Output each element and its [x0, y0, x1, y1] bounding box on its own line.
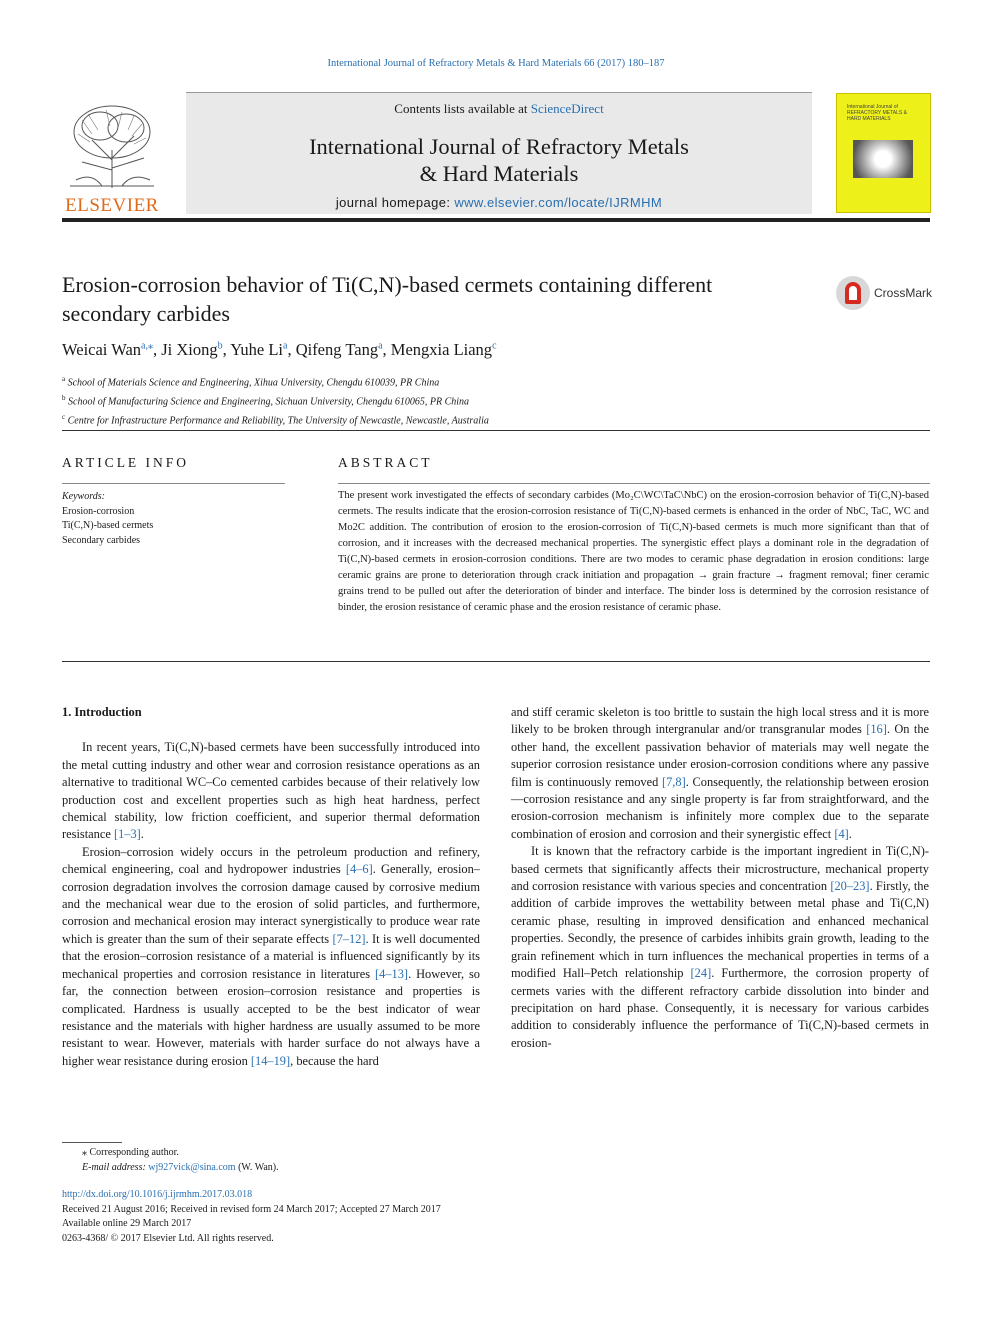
publication-info: [62, 1188, 441, 1246]
author[interactable]: Yuhe Li$^a$: [230, 340, 288, 359]
corresponding-author-note: ⁎ Corresponding author.: [82, 1147, 179, 1158]
keyword: Ti(C,N)-based cermets: [62, 520, 154, 531]
citation-link[interactable]: [14–19]: [250, 1053, 291, 1068]
abstract-heading: ABSTRACT: [338, 455, 433, 470]
elsevier-tree-icon: [62, 100, 162, 192]
elsevier-wordmark: ELSEVIER: [65, 195, 159, 216]
keywords-label: Keywords:: [62, 491, 105, 502]
paragraph: It is known that the refractory carbide is the important ingredient in Ti(C,N)-based cermets that significantly affects their microstructure, mechanical property and corrosion resistance with various species and concentration [20–23]. Firstly, the addition of carbide improves the wettability between metal phase and Ti(C,N) ceramic phase, resulting in improved densification and enhanced mechanical properties. Secondly, the presence of carbides inhibits grain growth, leading to the grain refinement which in turn influences the mechanical properties in terms of a modified Hall–Petch relationship [24]. Furthermore, the corrosion property of cermets varies with the different refractory carbide dissolution into binder and precipitation on hard phase. Consequently, it is necessary for various carbides addition to considerably influence the performance of Ti(C,N)-based cermets in erosion-: [511, 844, 929, 1050]
author[interactable]: Weicai Wan$^{a,⁎}$: [62, 340, 153, 359]
affiliation: $^a$ School of Materials Science and Engineering, Xihua University, Chengdu 610039, PR China: [62, 375, 440, 389]
cover-title: International Journal of REFRACTORY METALS & HARD MATERIALS: [847, 104, 907, 122]
citation-link[interactable]: [16]: [866, 722, 887, 737]
elsevier-logo[interactable]: [62, 100, 162, 216]
homepage-link[interactable]: www.elsevier.com/locate/IJRMHM: [454, 195, 663, 210]
sciencedirect-link[interactable]: ScienceDirect: [530, 101, 604, 116]
keywords: [62, 490, 153, 548]
article-title-line2: secondary carbides: [62, 301, 230, 326]
journal-homepage: [186, 195, 812, 210]
journal-title-line2: & Hard Materials: [419, 161, 579, 186]
article-info-rule: [62, 483, 285, 484]
paragraph: Erosion–corrosion widely occurs in the petroleum production and refinery, chemical engineering, coal and hydropower industries [4–6]. Generally, erosion–corrosion degradation involves the corrosion damage caused by corrosive medium and the mechanical wear due to the erosion of solid particles, and furthermore, corrosion and mechanical erosion may interact synergistically to produce wear rate which is greater than the sum of their separate effects [7–12]. It is well documented that the erosion–corrosion resistance of a material is influenced significantly by its mechanical properties and corrosion resistance in literatures [4–13]. However, so far, the connection between erosion–corrosion resistance and properties is complicated. Hardness is usually accepted to be the best indicator of wear resistance and the materials with higher hardness are usually assumed to be more resistant to wear. However, materials with harder surface do not always have a higher wear resistance during erosion [14–19], because the hard: [62, 844, 481, 1068]
author-list: Weicai Wan$^{a,⁎}$, Ji Xiong$^b$, Yuhe Li$^a$, Qifeng Tang$^a$, Mengxia Liang$^c$: [62, 340, 497, 359]
crossmark-icon: [836, 276, 870, 310]
email-note: E-mail address: wj927vick@sina.com (W. Wan).: [82, 1161, 279, 1173]
online-date: Available online 29 March 2017: [62, 1218, 192, 1229]
received-dates: Received 21 August 2016; Received in revised form 24 March 2017; Accepted 27 March 2017: [62, 1203, 441, 1215]
keyword: Erosion-corrosion: [62, 505, 135, 517]
body-column-right: [511, 704, 929, 1052]
author[interactable]: Ji Xiong$^b$: [161, 340, 223, 359]
journal-citation[interactable]: International Journal of Refractory Metals & Hard Materials 66 (2017) 180–187: [327, 58, 665, 69]
keyword: Secondary carbides: [62, 534, 141, 546]
affiliations: [62, 372, 489, 428]
journal-title: [186, 133, 812, 187]
citation-link[interactable]: [4–13]: [375, 966, 409, 981]
author[interactable]: Mengxia Liang$^c$: [390, 340, 497, 359]
author[interactable]: Qifeng Tang$^a$: [295, 340, 383, 359]
journal-title-line1: International Journal of Refractory Metals: [309, 134, 689, 159]
citation-link[interactable]: [4]: [834, 826, 849, 841]
paragraph: In recent years, Ti(C,N)-based cermets have been successfully introduced into the metal cutting industry and other wear and corrosion resistance operations as an alternative to traditional WC–Co cemented carbides because of their relatively low production cost and excellent properties such as high heat hardness, perfect chemical stability, low friction coefficient, and superior thermal deformation resistance [1–3].: [62, 740, 480, 842]
article-info-heading: ARTICLE INFO: [62, 455, 190, 470]
article-title: [62, 270, 822, 328]
cover-image: [853, 140, 913, 178]
header-rule: [62, 218, 930, 222]
citation-link[interactable]: [7–12]: [332, 931, 366, 946]
email-link[interactable]: wj927vick@sina.com: [148, 1161, 236, 1173]
affiliation: $^c$ Centre for Infrastructure Performance and Reliability, The University of Newcastle, Newcastle, Australia: [62, 412, 489, 426]
citation-link[interactable]: [4–6]: [345, 862, 373, 877]
contents-prefix: Contents lists available at: [394, 101, 531, 116]
citation-link[interactable]: [1–3]: [113, 827, 141, 842]
footnotes: [62, 1146, 279, 1175]
article-title-line1: Erosion-corrosion behavior of Ti(C,N)-based cermets containing different: [62, 272, 713, 297]
doi-link[interactable]: http://dx.doi.org/10.1016/j.ijrmhm.2017.03.018: [62, 1189, 253, 1200]
citation-link[interactable]: [20–23]: [830, 879, 870, 894]
copyright: 0263-4368/ © 2017 Elsevier Ltd. All rights reserved.: [62, 1232, 274, 1244]
affiliation: $^b$ School of Manufacturing Science and Engineering, Sichuan University, Chengdu 610065, PR China: [62, 393, 470, 408]
journal-banner: [186, 92, 812, 214]
homepage-prefix: journal homepage:: [335, 195, 455, 210]
abstract-rule: [338, 483, 930, 484]
citation-link[interactable]: [7,8]: [661, 774, 686, 789]
section-rule: [62, 661, 930, 662]
footnote-rule: [62, 1142, 122, 1143]
section-heading: 1. Introduction: [62, 705, 142, 719]
contents-line: [186, 101, 812, 117]
crossmark-label: CrossMark: [874, 286, 933, 300]
citation-link[interactable]: [24]: [690, 966, 712, 981]
section-rule: [62, 430, 930, 431]
abstract-text: The present work investigated the effects of secondary carbides (Mo₂C\WC\TaC\NbC) on the erosion-corrosion behavior of Ti(C,N)-based cermets. The results indicate that the erosion-corrosion resistance of Ti(C,N)-based cermets is enhanced in the order of NbC, TaC, WC and Mo2C addition. The contribution of erosion to the erosion-corrosion of Ti(C,N)-based cermets is much more significant than that of corrosion, and it increases with the decreased mechanical properties. The synergistic effect plays a dominant role in the degradation of Ti(C,N)-based cermets in erosion-corrosion conditions. There are two modes to ceramic phase degradation in erosion conditions: large ceramic grains are prone to deterioration through crack initiation and propagation → grain fracture → fragment removal; finer ceramic grains trend to be pulled out after the deterioration of binder and interface. The binder loss is determined by the corrosion resistance of binder, the erosion resistance of ceramic phase and the erosion resistance of ceramic phase.: [338, 490, 929, 613]
paragraph: and stiff ceramic skeleton is too brittle to sustain the high local stress and it is more likely to be broken through intergranular and/or transgranular modes [16]. On the other hand, the excellent passivation behavior of materials may well negate the superior corrosion resistance under erosion-corrosion conditions where any passive film is continuously removed [7,8]. Consequently, the relationship between erosion—corrosion resistance and any single property is far from straightforward, and the erosion-corrosion mechanism is infinitely more complex due to the separate combination of erosion and corrosion and their synergistic effect [4].: [511, 705, 930, 841]
body-column-left: [62, 704, 480, 1070]
journal-cover-thumbnail[interactable]: [836, 93, 931, 213]
crossmark-button[interactable]: [836, 276, 936, 310]
